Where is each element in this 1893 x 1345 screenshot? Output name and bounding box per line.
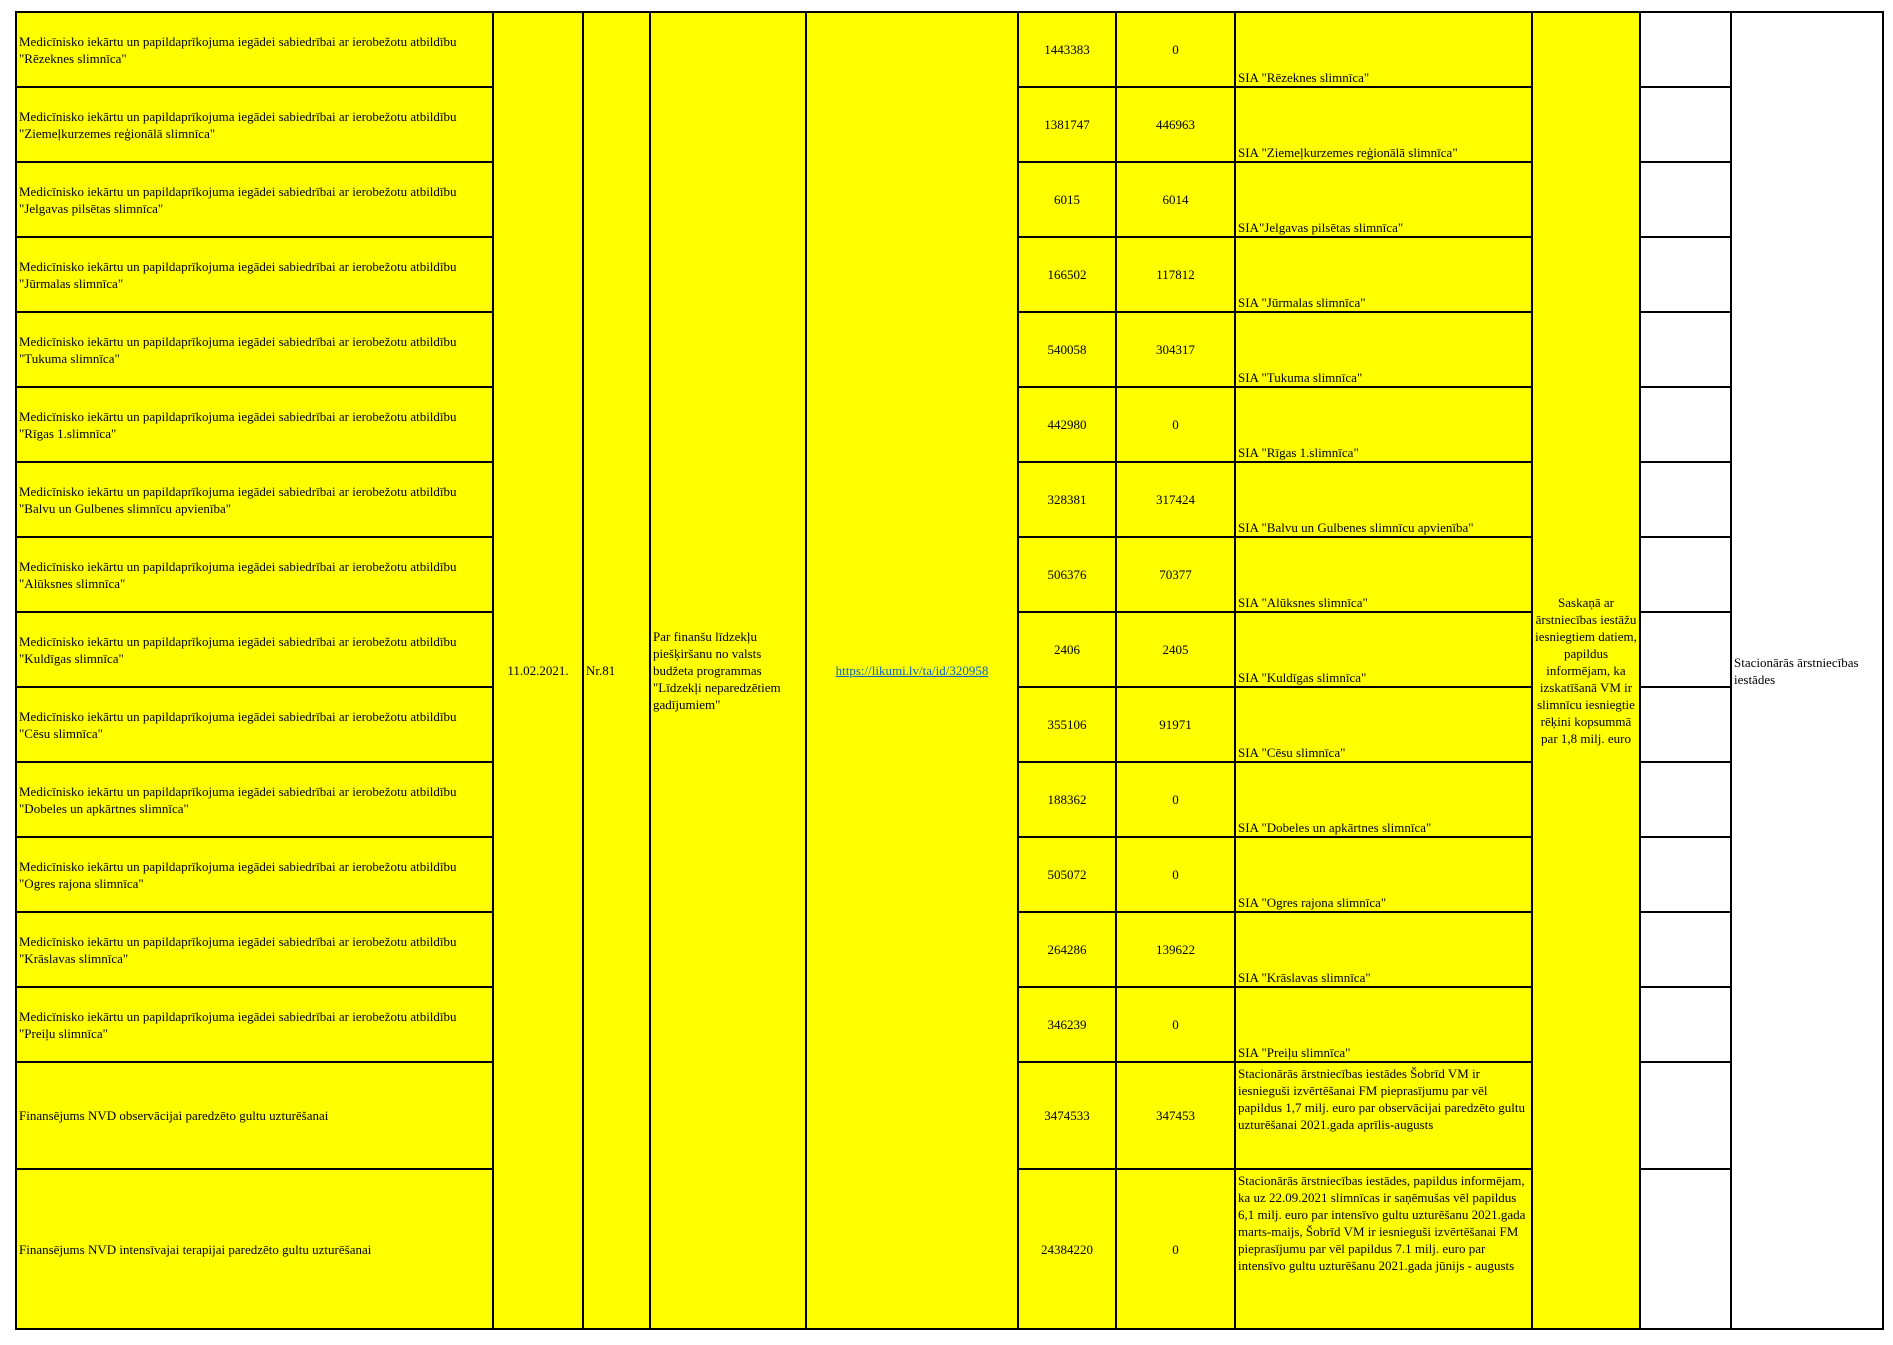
amount-used: 0 (1116, 837, 1235, 912)
empty-cell (1640, 162, 1731, 237)
recipient: SIA "Ogres rajona slimnīca" (1235, 837, 1532, 912)
spreadsheet (15, 11, 1882, 1333)
row-description: Medicīnisko iekārtu un papildaprīkojuma iegādei sabiedrībai ar ierobežotu atbildību "Ogres rajona slimnīca" (16, 837, 493, 912)
recipient: SIA "Balvu un Gulbenes slimnīcu apvienība" (1235, 462, 1532, 537)
recipient: SIA "Preiļu slimnīca" (1235, 987, 1532, 1062)
row-description: Medicīnisko iekārtu un papildaprīkojuma iegādei sabiedrībai ar ierobežotu atbildību "Cēsu slimnīca" (16, 687, 493, 762)
recipient: SIA "Dobeles un apkārtnes slimnīca" (1235, 762, 1532, 837)
recipient: Stacionārās ārstniecības iestādes Šobrīd VM ir iesnieguši izvērtēšanai FM pieprasījumu par vēl papildus 1,7 milj. euro par observācijai paredzēto gultu uzturēšanai 2021.gada aprīlis-augusts (1235, 1062, 1532, 1169)
amount-allocated: 328381 (1018, 462, 1116, 537)
amount-used: 0 (1116, 12, 1235, 87)
recipient: SIA "Alūksnes slimnīca" (1235, 537, 1532, 612)
row-description: Medicīnisko iekārtu un papildaprīkojuma iegādei sabiedrībai ar ierobežotu atbildību "Jelgavas pilsētas slimnīca" (16, 162, 493, 237)
decision-title: Par finanšu līdzekļu piešķiršanu no valsts budžeta programmas "Līdzekļi neparedzētiem gadījumiem" (650, 12, 806, 1329)
empty-cell (1640, 612, 1731, 687)
amount-allocated: 355106 (1018, 687, 1116, 762)
recipient: SIA "Krāslavas slimnīca" (1235, 912, 1532, 987)
empty-cell (1640, 1062, 1731, 1169)
amount-allocated: 2406 (1018, 612, 1116, 687)
row-description: Medicīnisko iekārtu un papildaprīkojuma iegādei sabiedrībai ar ierobežotu atbildību "Balvu un Gulbenes slimnīcu apvienība" (16, 462, 493, 537)
empty-cell (1640, 87, 1731, 162)
amount-used: 0 (1116, 387, 1235, 462)
status-note: Saskaņā ar ārstniecības iestāžu iesniegtiem datiem, papildus informējam, ka izskatīšanā VM ir slimnīcu iesniegtie rēķini kopsummā par 1,8 milj. euro (1532, 12, 1640, 1329)
amount-used: 70377 (1116, 537, 1235, 612)
empty-cell (1640, 387, 1731, 462)
empty-cell (1640, 12, 1731, 87)
amount-allocated: 6015 (1018, 162, 1116, 237)
amount-allocated: 1443383 (1018, 12, 1116, 87)
empty-cell (1640, 987, 1731, 1062)
law-link-cell (806, 12, 1018, 1329)
empty-cell (1640, 237, 1731, 312)
row-description: Medicīnisko iekārtu un papildaprīkojuma iegādei sabiedrībai ar ierobežotu atbildību "Kuldīgas slimnīca" (16, 612, 493, 687)
row-description: Medicīnisko iekārtu un papildaprīkojuma iegādei sabiedrībai ar ierobežotu atbildību "Tukuma slimnīca" (16, 312, 493, 387)
recipient: SIA "Jūrmalas slimnīca" (1235, 237, 1532, 312)
amount-used: 139622 (1116, 912, 1235, 987)
recipient: SIA "Rīgas 1.slimnīca" (1235, 387, 1532, 462)
amount-used: 317424 (1116, 462, 1235, 537)
recipient: SIA "Rēzeknes slimnīca" (1235, 12, 1532, 87)
amount-used: 0 (1116, 1169, 1235, 1329)
amount-allocated: 1381747 (1018, 87, 1116, 162)
row-description: Medicīnisko iekārtu un papildaprīkojuma iegādei sabiedrībai ar ierobežotu atbildību "Jūrmalas slimnīca" (16, 237, 493, 312)
row-description: Finansējums NVD intensīvajai terapijai paredzēto gultu uzturēšanai (16, 1169, 493, 1329)
amount-used: 0 (1116, 762, 1235, 837)
amount-allocated: 442980 (1018, 387, 1116, 462)
amount-allocated: 346239 (1018, 987, 1116, 1062)
amount-used: 117812 (1116, 237, 1235, 312)
amount-allocated: 3474533 (1018, 1062, 1116, 1169)
recipient: SIA"Jelgavas pilsētas slimnīca" (1235, 162, 1532, 237)
amount-allocated: 188362 (1018, 762, 1116, 837)
recipient: SIA "Ziemeļkurzemes reģionālā slimnīca" (1235, 87, 1532, 162)
empty-cell (1640, 912, 1731, 987)
empty-cell (1640, 462, 1731, 537)
empty-cell (1640, 537, 1731, 612)
amount-used: 304317 (1116, 312, 1235, 387)
row-description: Finansējums NVD observācijai paredzēto gultu uzturēšanai (16, 1062, 493, 1169)
amount-used: 2405 (1116, 612, 1235, 687)
decision-date: 11.02.2021. (493, 12, 583, 1329)
amount-allocated: 166502 (1018, 237, 1116, 312)
empty-cell (1640, 1169, 1731, 1329)
recipient: SIA "Tukuma slimnīca" (1235, 312, 1532, 387)
amount-allocated: 506376 (1018, 537, 1116, 612)
amount-used: 347453 (1116, 1062, 1235, 1169)
recipient: Stacionārās ārstniecības iestādes, papildus informējam, ka uz 22.09.2021 slimnīcas ir saņēmušas vēl papildus 6,1 milj. euro par intensīvo gultu uzturēšanu 2021.gada marts-maijs, Šobrīd VM ir iesnieguši izvērtēšanai FM pieprasījumu par vēl papildus 7.1 milj. euro par intensīvo gultu uzturēšanu 2021.gada jūnijs - augusts (1235, 1169, 1532, 1329)
amount-used: 0 (1116, 987, 1235, 1062)
row-description: Medicīnisko iekārtu un papildaprīkojuma iegādei sabiedrībai ar ierobežotu atbildību "Ziemeļkurzemes reģionālā slimnīca" (16, 87, 493, 162)
row-description: Medicīnisko iekārtu un papildaprīkojuma iegādei sabiedrībai ar ierobežotu atbildību "Dobeles un apkārtnes slimnīca" (16, 762, 493, 837)
recipient: SIA "Cēsu slimnīca" (1235, 687, 1532, 762)
row-description: Medicīnisko iekārtu un papildaprīkojuma iegādei sabiedrībai ar ierobežotu atbildību "Rīgas 1.slimnīca" (16, 387, 493, 462)
funding-table (15, 11, 1884, 1330)
decision-number: Nr.81 (583, 12, 650, 1329)
empty-cell (1640, 312, 1731, 387)
row-description: Medicīnisko iekārtu un papildaprīkojuma iegādei sabiedrībai ar ierobežotu atbildību "Krāslavas slimnīca" (16, 912, 493, 987)
law-link[interactable]: https://likumi.lv/ta/id/320958 (835, 663, 989, 678)
empty-cell (1640, 687, 1731, 762)
amount-used: 91971 (1116, 687, 1235, 762)
amount-allocated: 540058 (1018, 312, 1116, 387)
row-description: Medicīnisko iekārtu un papildaprīkojuma iegādei sabiedrībai ar ierobežotu atbildību "Alūksnes slimnīca" (16, 537, 493, 612)
row-description: Medicīnisko iekārtu un papildaprīkojuma iegādei sabiedrībai ar ierobežotu atbildību "Rēzeknes slimnīca" (16, 12, 493, 87)
amount-used: 6014 (1116, 162, 1235, 237)
amount-allocated: 505072 (1018, 837, 1116, 912)
empty-cell (1640, 837, 1731, 912)
amount-allocated: 264286 (1018, 912, 1116, 987)
empty-cell (1640, 762, 1731, 837)
amount-allocated: 24384220 (1018, 1169, 1116, 1329)
recipient: SIA "Kuldīgas slimnīca" (1235, 612, 1532, 687)
row-description: Medicīnisko iekārtu un papildaprīkojuma iegādei sabiedrībai ar ierobežotu atbildību "Preiļu slimnīca" (16, 987, 493, 1062)
table-row (16, 12, 1883, 87)
amount-used: 446963 (1116, 87, 1235, 162)
institution-category: Stacionārās ārstniecības iestādes (1731, 12, 1883, 1329)
